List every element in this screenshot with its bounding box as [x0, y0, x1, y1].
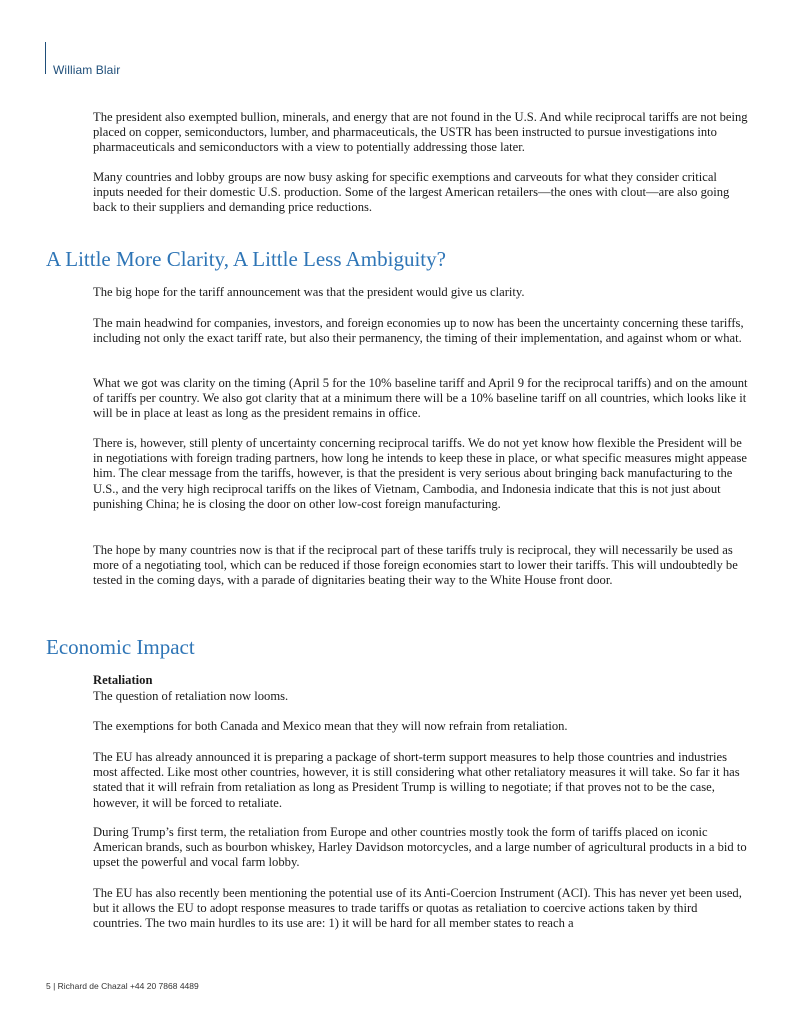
- economic-paragraph-3: The EU has already announced it is preparing a package of short-term support measures to help those countries and industries most affected. Like most other countries, however, it is still considering what other retaliatory measures it will take. So far it has stated that it will refrain from retaliation as long as President Trump is willing to negotiate; if that proves not to be the case, however, it will be forced to retaliate.: [93, 750, 740, 810]
- brand-name: William Blair: [53, 63, 121, 77]
- clarity-paragraph-5: The hope by many countries now is that if the reciprocal part of these tariffs truly is reciprocal, they will necessarily be used as more of a negotiating tool, which can be reduced if those foreign economies start to lower their tariffs. This will undoubtedly be tested in the coming days, with a parade of dignitaries beating their way to the White House front door.: [93, 543, 738, 588]
- clarity-paragraph-4: There is, however, still plenty of uncertainty concerning reciprocal tariffs. We do not yet know how flexible the President will be in negotiations with foreign trading partners, how long he intends to keep these in place, or what specific measures might appease him. The clear message from the tariffs, however, is that the president is very serious about bringing back manufacturing to the U.S., and the very high reciprocal tariffs on the likes of Vietnam, Cambodia, and Indonesia indicate that this is not just about punishing China; he is closing the door on other low-cost foreign manufacturing.: [93, 436, 747, 511]
- page-footer: 5 | Richard de Chazal +44 20 7868 4489: [46, 981, 199, 991]
- economic-paragraph-4: During Trump’s first term, the retaliation from Europe and other countries mostly took the form of tariffs placed on iconic American brands, such as bourbon whiskey, Harley Davidson motorcycles, and a large number of agricultural products in a bid to upset the powerful and vocal farm lobby.: [93, 825, 747, 870]
- clarity-paragraph-1: The big hope for the tariff announcement was that the president would give us clarity.: [93, 285, 525, 299]
- header-accent-bar: [45, 42, 46, 74]
- economic-paragraph-5: The EU has also recently been mentioning the potential use of its Anti-Coercion Instrument (ACI). This has never yet been used, but it allows the EU to adopt response measures to trade tariffs or quotas as retaliation to coercive actions taken by third countries. The two main hurdles to its use are: 1) it will be hard for all member states to reach a: [93, 886, 742, 931]
- intro-paragraph-2: Many countries and lobby groups are now busy asking for specific exemptions and carveouts for what they consider critical inputs needed for their domestic U.S. production. Some of the largest American retailers—the ones with clout—are also going back to their suppliers and demanding price reductions.: [93, 170, 730, 215]
- subheading-retaliation: Retaliation: [93, 673, 153, 687]
- section-heading-economic-impact: Economic Impact: [46, 635, 195, 659]
- intro-paragraph-1: The president also exempted bullion, minerals, and energy that are not found in the U.S. And while reciprocal tariffs are not being placed on copper, semiconductors, lumber, and pharmaceuticals, the USTR has been instructed to pursue investigations into pharmaceuticals and semiconductors with a view to potentially addressing those later.: [93, 110, 748, 155]
- section-heading-clarity: A Little More Clarity, A Little Less Ambiguity?: [46, 247, 446, 271]
- clarity-paragraph-2: The main headwind for companies, investors, and foreign economies up to now has been the uncertainty concerning these tariffs, including not only the exact tariff rate, but also their permanency, the timing of their implementation, and against whom or what.: [93, 316, 744, 346]
- economic-paragraph-2: The exemptions for both Canada and Mexico mean that they will now refrain from retaliation.: [93, 719, 568, 733]
- economic-paragraph-1: The question of retaliation now looms.: [93, 689, 289, 703]
- clarity-paragraph-3: What we got was clarity on the timing (April 5 for the 10% baseline tariff and April 9 for the reciprocal tariffs) and on the amount of tariffs per country. We also got clarity that at a minimum there will be a 10% baseline tariff on all countries, which looks like it will be in place at least as long as the president remains in office.: [93, 376, 748, 421]
